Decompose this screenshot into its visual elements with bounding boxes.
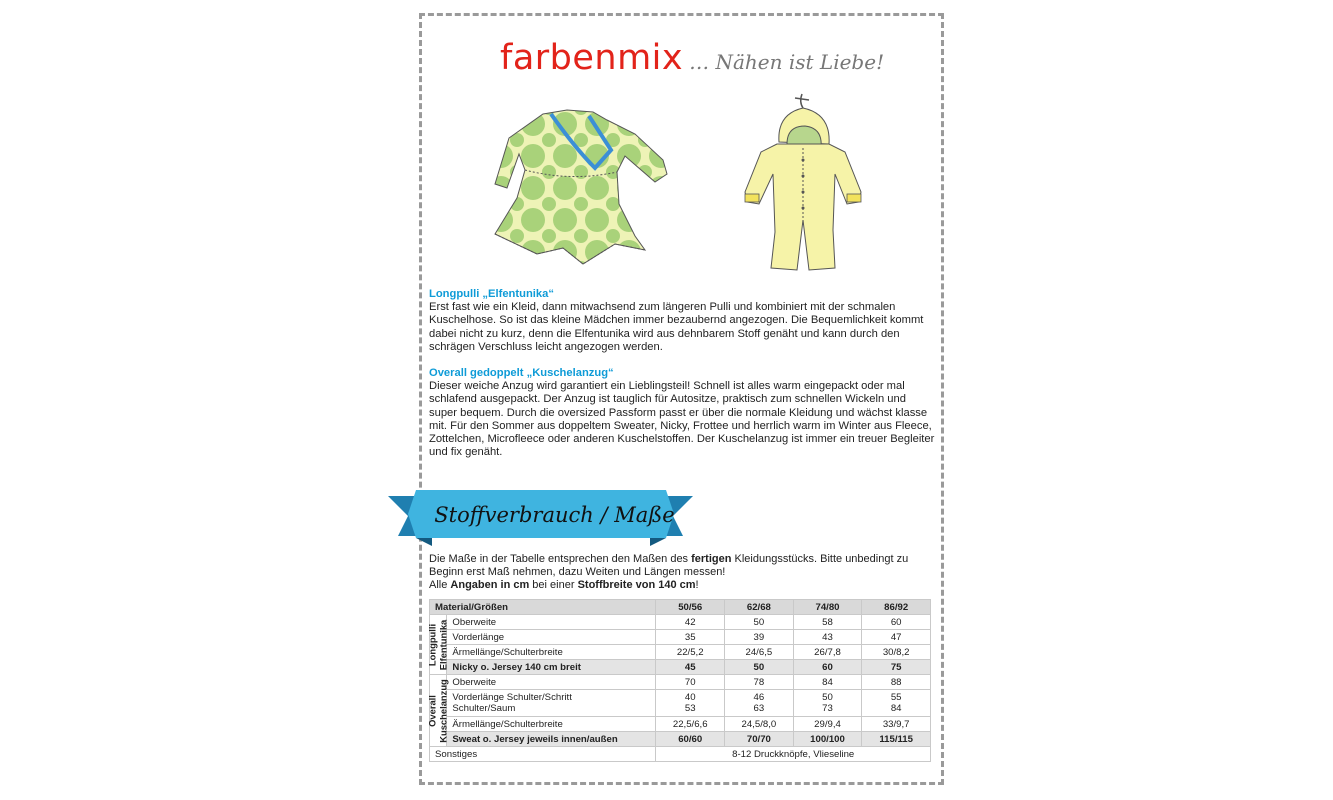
table-cell: 60 xyxy=(793,660,862,675)
table-cell: 115/115 xyxy=(862,732,931,747)
table-header-cell: Material/Größen xyxy=(430,600,656,615)
measurement-note xyxy=(429,553,939,591)
overall-description: Dieser weiche Anzug wird garantiert ein Lieblingsteil! Schnell ist alles warm eingepackt oder mal schlafend ausgepackt. Der Anzug ist tauglich für Autositze, praktisch zum schnellen Wickeln und super bequem. Durch die oversized Passform passt er über die normale Kleidung und wächst klasse mit. Für den Sommer aus doppeltem Sweater, Nicky, Frottee und herrlich warm im Winter aus Fleece, Zottelchen, Microfleece oder anderen Kuschelstoffen. Der Kuschelanzug ist immer ein treuer Begleiter und fix genäht. xyxy=(429,380,935,459)
note-text: Beginn erst Maß nehmen, dazu Weiten und Längen messen! xyxy=(429,565,726,578)
table-cell: 24/6,5 xyxy=(725,645,794,660)
table-cell: 8-12 Druckknöpfe, Vlieseline xyxy=(656,747,931,762)
table-cell: 26/7,8 xyxy=(793,645,862,660)
table-header-cell: 62/68 xyxy=(725,600,794,615)
table-cell: 50 xyxy=(725,615,794,630)
overall-illustration xyxy=(735,92,870,277)
table-cell: 55 84 xyxy=(862,690,931,717)
note-text: ! xyxy=(695,578,699,591)
table-cell: 50 xyxy=(725,660,794,675)
table-cell: Vorderlänge Schulter/Schritt Schulter/Saum xyxy=(447,690,656,717)
table-row xyxy=(430,675,931,690)
table-cell: 60 xyxy=(862,615,931,630)
table-header-cell: 86/92 xyxy=(862,600,931,615)
table-header-cell: 50/56 xyxy=(656,600,725,615)
brand-name: farbenmix xyxy=(500,38,684,78)
table-cell: Oberweite xyxy=(447,615,656,630)
table-row xyxy=(430,690,931,717)
table-cell: 100/100 xyxy=(793,732,862,747)
table-cell: Ärmellänge/Schulterbreite xyxy=(447,645,656,660)
table-header-cell: 74/80 xyxy=(793,600,862,615)
note-emphasis: Stoffbreite von 140 cm xyxy=(577,578,696,591)
fabric-row xyxy=(430,732,931,747)
note-text: Alle xyxy=(429,578,451,591)
table-cell: Nicky o. Jersey 140 cm breit xyxy=(447,660,656,675)
table-row xyxy=(430,717,931,732)
table-cell: 42 xyxy=(656,615,725,630)
section-overall xyxy=(429,367,936,459)
table-cell: 30/8,2 xyxy=(862,645,931,660)
banner-title: Stoffverbrauch / Maße xyxy=(434,503,675,527)
table-cell: Sweat o. Jersey jeweils innen/außen xyxy=(447,732,656,747)
table-cell: 88 xyxy=(862,675,931,690)
tunic-description: Erst fast wie ein Kleid, dann mitwachsend zum längeren Pulli und kombiniert mit der schmalen Kuschelhose. So ist das kleine Mädchen immer bezaubernd angezogen. Die Bequemlichkeit kommt dabei nicht zu kurz, denn die Elfentunika wird aus dehnbarem Stoff genäht und kann durch den schrägen Verschluss leicht angezogen werden. xyxy=(429,301,924,353)
table-cell: 39 xyxy=(725,630,794,645)
table-cell: 35 xyxy=(656,630,725,645)
note-text: bei einer xyxy=(529,578,578,591)
table-cell: 43 xyxy=(793,630,862,645)
note-text: Die Maße in der Tabelle entsprechen den Maßen des xyxy=(429,553,692,565)
table-row xyxy=(430,615,931,630)
table-cell: 60/60 xyxy=(656,732,725,747)
table-cell: Sonstiges xyxy=(430,747,656,762)
table-cell: 47 xyxy=(862,630,931,645)
table-cell: 58 xyxy=(793,615,862,630)
overall-heading: Overall gedoppelt „Kuschelanzug“ xyxy=(429,367,614,379)
table-cell: Oberweite xyxy=(447,675,656,690)
table-cell: Vorderlänge xyxy=(447,630,656,645)
table-cell: 75 xyxy=(862,660,931,675)
table-cell: 45 xyxy=(656,660,725,675)
table-cell: 78 xyxy=(725,675,794,690)
group-label-overall: Overall Kuschelanzug xyxy=(430,675,447,747)
tunic-illustration xyxy=(485,108,670,268)
table-cell: 84 xyxy=(793,675,862,690)
table-row xyxy=(430,645,931,660)
table-cell: 33/9,7 xyxy=(862,717,931,732)
brand-tagline: … Nähen ist Liebe! xyxy=(689,50,885,74)
table-cell: 50 73 xyxy=(793,690,862,717)
table-cell: 22/5,2 xyxy=(656,645,725,660)
brand-logo xyxy=(500,38,884,84)
table-cell: 70 xyxy=(656,675,725,690)
note-text: Kleidungsstücks. Bitte unbedingt zu xyxy=(731,553,909,565)
size-table xyxy=(426,599,931,762)
table-row xyxy=(430,630,931,645)
table-cell: 29/9,4 xyxy=(793,717,862,732)
fabric-row xyxy=(430,660,931,675)
table-cell: 24,5/8,0 xyxy=(725,717,794,732)
group-label-longpulli: Longpulli Elfentunika xyxy=(430,615,447,675)
note-emphasis: fertigen xyxy=(691,553,732,565)
section-tunic xyxy=(429,288,936,354)
note-emphasis: Angaben in cm xyxy=(450,578,530,591)
table-cell: 70/70 xyxy=(725,732,794,747)
table-header-row xyxy=(430,600,931,615)
table-cell: 22,5/6,6 xyxy=(656,717,725,732)
tunic-heading: Longpulli „Elfentunika“ xyxy=(429,288,554,300)
table-cell: 40 53 xyxy=(656,690,725,717)
table-row xyxy=(430,747,931,762)
table-cell: Ärmellänge/Schulterbreite xyxy=(447,717,656,732)
table-cell: 46 63 xyxy=(725,690,794,717)
